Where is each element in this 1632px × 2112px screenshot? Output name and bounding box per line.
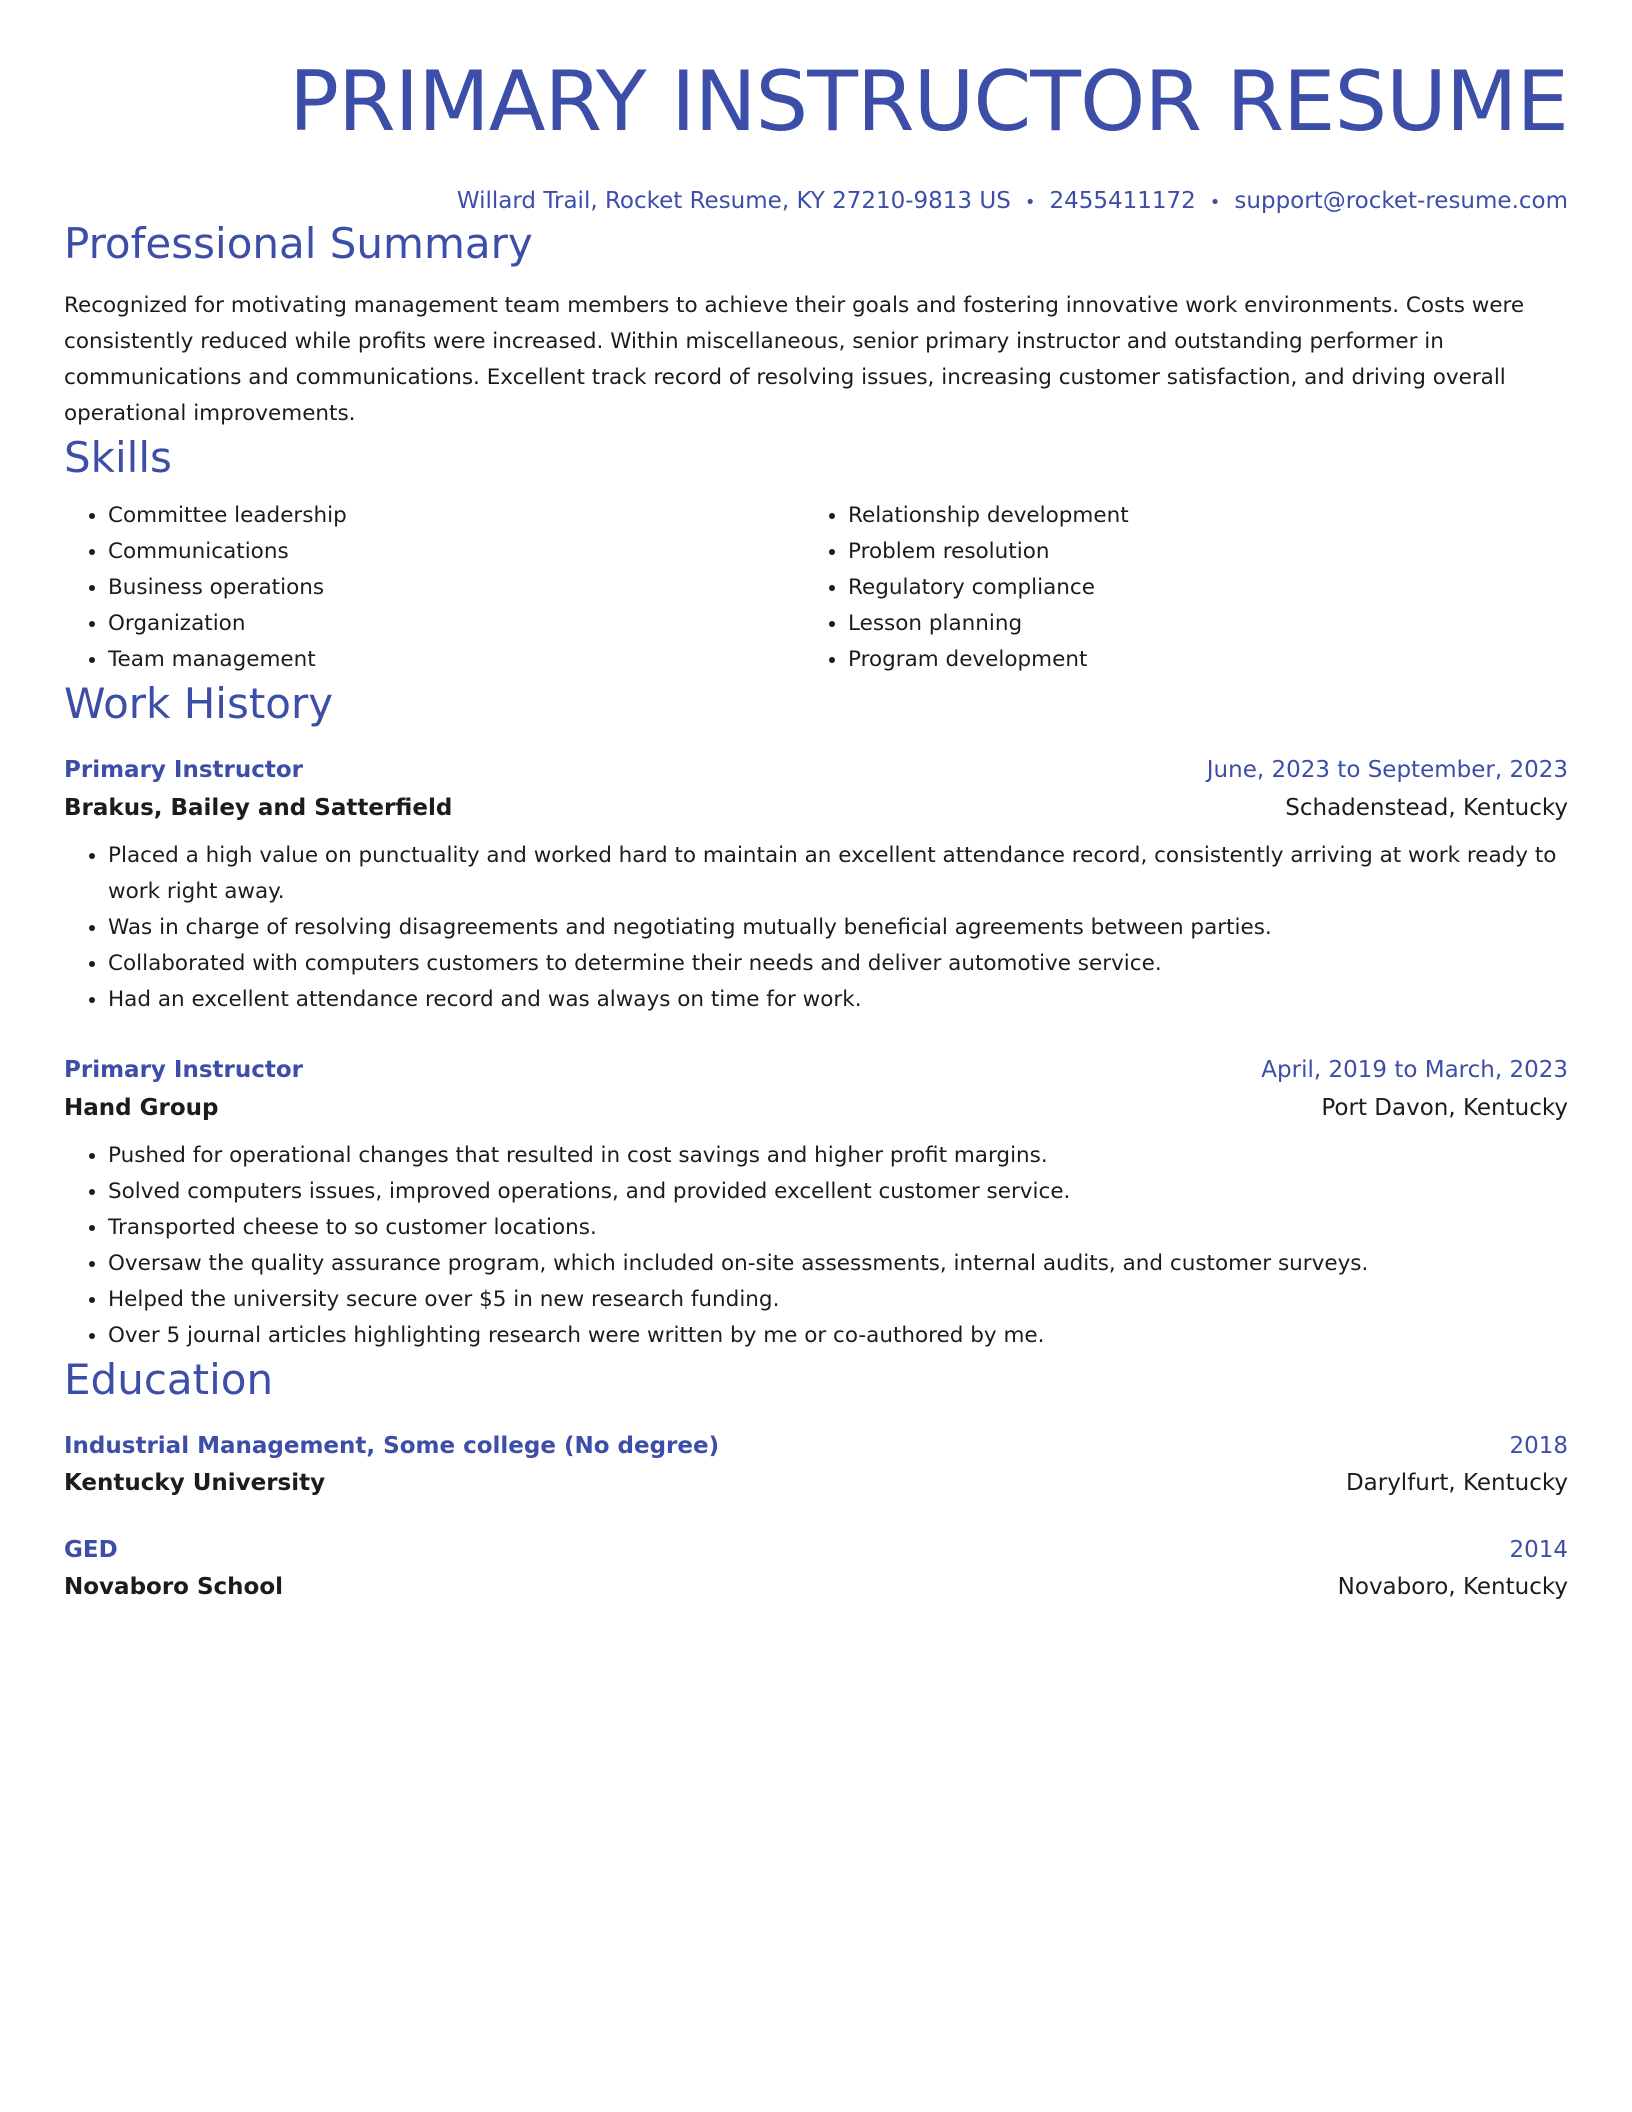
job-location: Schadenstead, Kentucky <box>1285 795 1568 821</box>
job-company: Brakus, Bailey and Satterfield <box>64 795 453 821</box>
education-location: Darylfurt, Kentucky <box>1345 1470 1568 1496</box>
contact-email: support@rocket-resume.com <box>1234 188 1568 214</box>
summary-text: Recognized for motivating management team members to achieve their goals and fostering innovative work environments. Costs were consistently reduced while profits were increased. Within miscellaneous, senior primary instructor and outstanding performer in communications and communications. Excellent track record of resolving issues, increasing customer satisfaction, and driving overall operational improvements. <box>64 293 1525 426</box>
education-school-row <box>64 1464 1568 1502</box>
summary-heading: Professional Summary <box>64 219 533 268</box>
education-school: Novaboro School <box>64 1574 284 1600</box>
skill-item: • Business operations <box>108 570 804 606</box>
job-entry <box>64 1052 1568 1354</box>
job-title: Primary Instructor <box>64 757 304 783</box>
job-entry <box>64 752 1568 1018</box>
job-bullet: • Placed a high value on punctuality and worked hard to maintain an excellent attendance record, consistently arriving at work ready to work right away. <box>108 838 1568 910</box>
job-bullets <box>64 1138 1568 1354</box>
skill-item: • Team management <box>108 642 804 678</box>
education-entry <box>64 1428 1568 1502</box>
skill-item: • Problem resolution <box>848 534 1544 570</box>
contact-separator: • <box>1024 192 1036 213</box>
resume-header <box>64 52 1568 218</box>
skill-item: • Lesson planning <box>848 606 1544 642</box>
job-dates: June, 2023 to September, 2023 <box>1206 757 1568 783</box>
job-company-row <box>64 1088 1568 1128</box>
contact-phone: 2455411172 <box>1049 188 1196 214</box>
education-degree-row <box>64 1428 1568 1464</box>
skill-item: • Regulatory compliance <box>848 570 1544 606</box>
education-degree: GED <box>64 1537 118 1563</box>
skill-item: • Organization <box>108 606 804 642</box>
job-bullet: • Oversaw the quality assurance program, which included on-site assessments, internal audits, and customer surveys. <box>108 1246 1568 1282</box>
contact-separator: • <box>1209 192 1221 213</box>
skills-heading: Skills <box>64 433 172 482</box>
contact-line <box>64 186 1568 218</box>
job-bullet: • Over 5 journal articles highlighting research were written by me or co-authored by me. <box>108 1318 1568 1354</box>
education-location: Novaboro, Kentucky <box>1337 1574 1568 1600</box>
job-title-row <box>64 1052 1568 1088</box>
skill-item: • Communications <box>108 534 804 570</box>
job-location: Port Davon, Kentucky <box>1321 1095 1568 1121</box>
education-degree: Industrial Management, Some college (No degree) <box>64 1433 720 1459</box>
education-heading: Education <box>64 1355 274 1404</box>
job-company-row <box>64 788 1568 828</box>
job-dates: April, 2019 to March, 2023 <box>1261 1057 1568 1083</box>
contact-address: Willard Trail, Rocket Resume, KY 27210-9813 US <box>456 188 1011 214</box>
job-bullet: • Helped the university secure over $5 in new research funding. <box>108 1282 1568 1318</box>
job-bullets <box>64 838 1568 1018</box>
job-bullet: • Solved computers issues, improved operations, and provided excellent customer service. <box>108 1174 1568 1210</box>
education-entry <box>64 1532 1568 1606</box>
education-year: 2014 <box>1509 1537 1568 1563</box>
education-school: Kentucky University <box>64 1470 326 1496</box>
skill-item: • Program development <box>848 642 1544 678</box>
education-year: 2018 <box>1509 1433 1568 1459</box>
job-title-row <box>64 752 1568 788</box>
skill-item: • Committee leadership <box>108 498 804 534</box>
job-bullet: • Collaborated with computers customers to determine their needs and deliver automotive service. <box>108 946 1568 982</box>
job-title: Primary Instructor <box>64 1057 304 1083</box>
job-company: Hand Group <box>64 1095 219 1121</box>
skills-column-left <box>64 498 804 678</box>
job-bullet: • Had an excellent attendance record and was always on time for work. <box>108 982 1568 1018</box>
job-bullet: • Pushed for operational changes that resulted in cost savings and higher profit margins. <box>108 1138 1568 1174</box>
skill-item: • Relationship development <box>848 498 1544 534</box>
education-school-row <box>64 1568 1568 1606</box>
skills-column-right <box>804 498 1544 678</box>
skills-list <box>64 498 1568 678</box>
education-degree-row <box>64 1532 1568 1568</box>
job-bullet: • Was in charge of resolving disagreements and negotiating mutually beneficial agreements between parties. <box>108 910 1568 946</box>
resume-title: PRIMARY INSTRUCTOR RESUME <box>288 53 1568 150</box>
job-bullet: • Transported cheese to so customer locations. <box>108 1210 1568 1246</box>
work-history-heading: Work History <box>64 679 334 728</box>
